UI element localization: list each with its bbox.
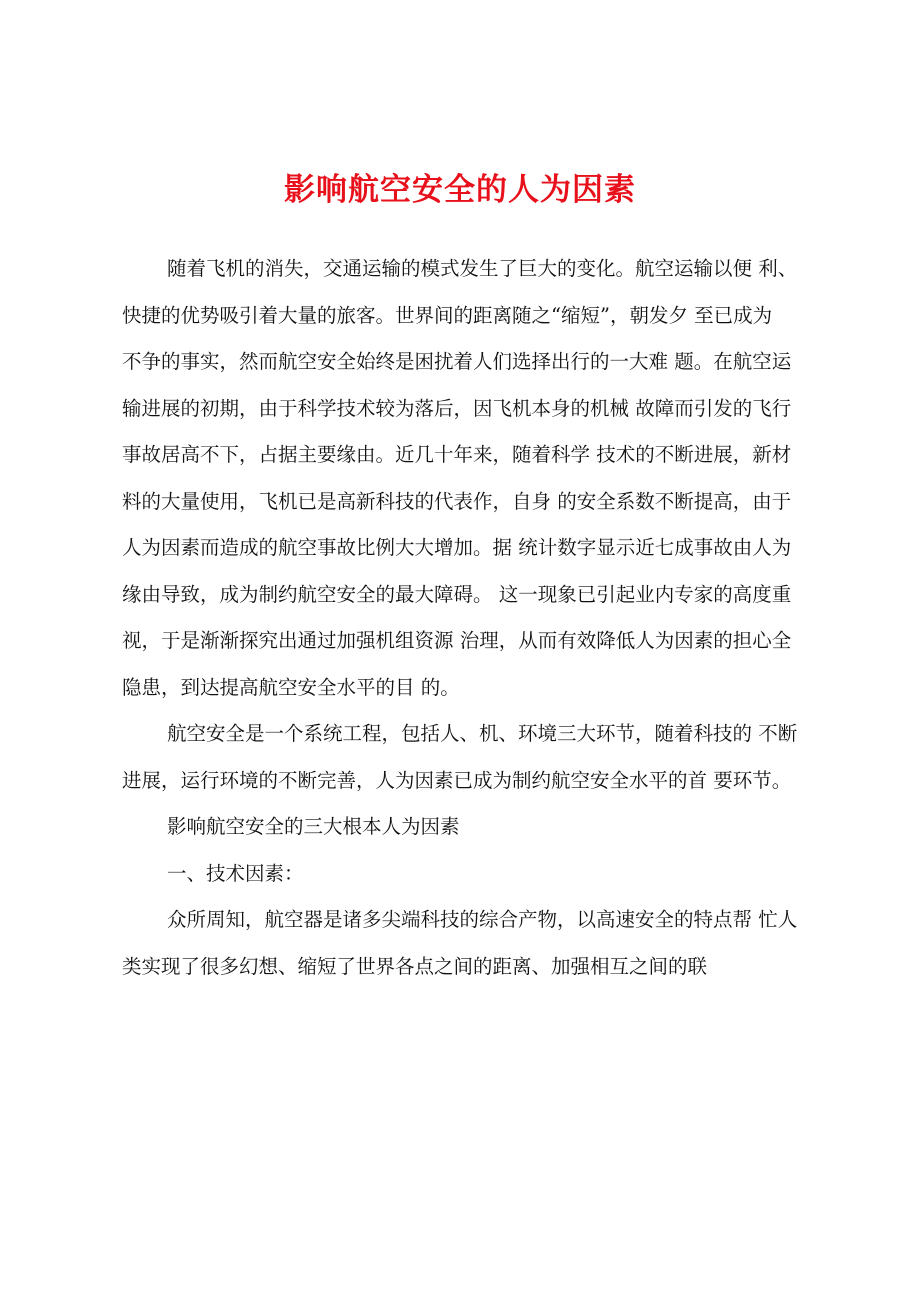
text-line: 进展，运行环境的不断完善，人为因素已成为制约航空安全水平的首 要环节。 <box>122 768 792 792</box>
document-title: 影响航空安全的人为因素 <box>284 172 636 208</box>
paragraph-technology <box>122 907 832 1000</box>
text-line: 类实现了很多幻想、缩短了世界各点之间的距离、加强相互之间的联 <box>122 954 708 978</box>
subsection-heading: 一、技术因素： <box>167 861 304 885</box>
text-line: 事故居高不下，占据主要缘由。近几十年来，随着科学 技术的不断进展，新材 <box>122 443 792 466</box>
text-line: 料的大量使用，飞机已是高新科技的代表作，自身 的安全系数不断提高，由于 <box>122 489 792 513</box>
text-line: 航空安全是一个系统工程，包括人、机、环境三大环节，随着科技的 不断 <box>167 722 798 745</box>
text-line: 缘由导致，成为制约航空安全的最大障碍。 这一现象已引起业内专家的高度重 <box>122 582 792 606</box>
section-heading: 影响航空安全的三大根本人为因素 <box>167 815 460 838</box>
text-line: 隐患，到达提高航空安全水平的目 的。 <box>122 675 460 699</box>
document-body <box>122 256 832 1000</box>
paragraph-intro <box>122 256 832 721</box>
text-line: 输进展的初期，由于科学技术较为落后，因飞机本身的机械 故障而引发的飞行 <box>122 396 792 420</box>
text-line: 随着飞机的消失，交通运输的模式发生了巨大的变化。航空运输以便 利、 <box>167 257 798 280</box>
text-line: 不争的事实，然而航空安全始终是困扰着人们选择出行的一大难 题。在航空运 <box>122 350 792 373</box>
text-line: 快捷的优势吸引着大量的旅客。世界间的距离随之“缩短”，朝发夕 至已成为 <box>122 303 773 327</box>
text-line: 众所周知，航空器是诸多尖端科技的综合产物，以高速安全的特点帮 忙人 <box>167 908 798 931</box>
text-line: 视，于是渐渐探究出通过加强机组资源 治理，从而有效降低人为因素的担心全 <box>122 629 792 652</box>
paragraph-system <box>122 721 832 814</box>
text-line: 人为因素而造成的航空事故比例大大增加。据 统计数字显示近七成事故由人为 <box>122 536 792 559</box>
